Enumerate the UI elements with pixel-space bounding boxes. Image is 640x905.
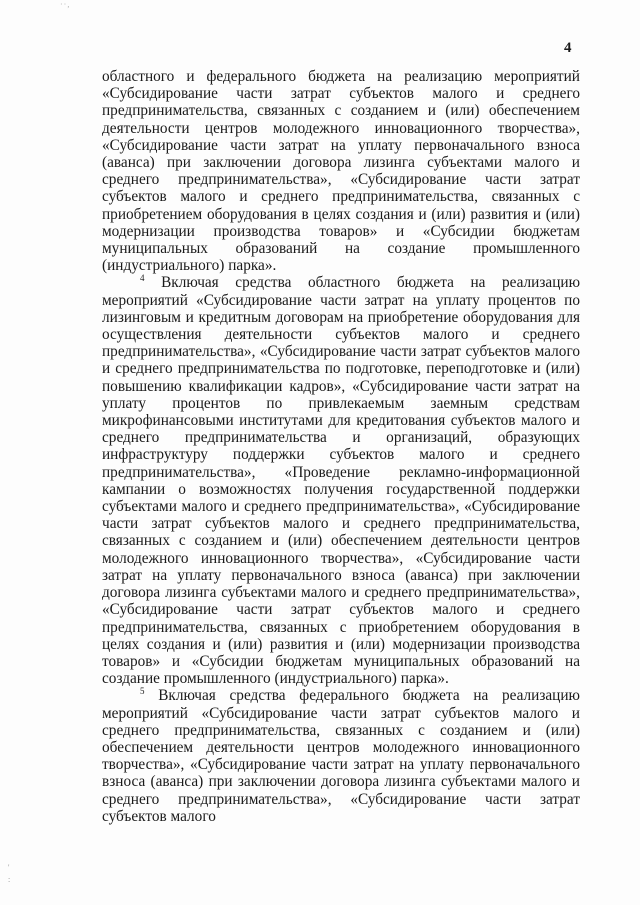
footnote-5-paragraph [102,687,580,825]
footnote-marker: 4 [140,273,145,284]
scan-edge-marks [8,862,10,886]
continued-footnote-paragraph [102,68,580,274]
footnotes-text-block [102,68,580,825]
footnote-marker: 5 [140,686,145,697]
scan-edge-mark: : [8,875,11,884]
paragraph-text: областного и федерального бюджета на реализацию мероприятий «Субсидирование части затрат субъектов малого и среднего предпринимательства, связанных с созданием и (или) обеспечением деятельности центров молодежного инновационного творчества», «Субсидирование части затрат на уплату первоначального взноса (аванса) при заключении договора лизинга субъектами малого и среднего предпринимательства», «Субсидирование части затрат субъектов малого и среднего предпринимательства, связанных с приобретением оборудования в целях создания и (или) развития и (или) модернизации производства товаров» и «Субсидии бюджетам муниципальных образований на создание промышленного (индустриального) парка». [102,68,580,275]
paragraph-text: Включая средства областного бюджета на реализацию мероприятий «Субсидирование части затрат на уплату процентов по лизинговым и кредитным договорам на приобретение оборудования для осуществления деятельности субъектов малого и среднего предпринимательства», «Субсидирование части затрат субъектов малого и среднего предпринимательства по подготовке, переподготовке и (или) повышению квалификации кадров», «Субсидирование части затрат на уплату процентов по привлекаемым заемным средствам микрофинансовыми институтами для кредитования субъектов малого и среднего предпринимательства и организаций, образующих инфраструктуру поддержки субъектов малого и среднего предпринимательства», «Проведение рекламно-информационной кампании о возможностях получения государственной поддержки субъектами малого и среднего предпринимательства», «Субсидирование части затрат субъектов малого и среднего предпринимательства, связанных с созданием и (или) обеспечением деятельности центров молодежного инновационного творчества», «Субсидирование части затрат на уплату первоначального взноса (аванса) при заключении договора лизинга субъектами малого и среднего предпринимательства», «Субсидирование части затрат субъектов малого и среднего предпринимательства, связанных с приобретением оборудования в целях создания и (или) развития и (или) модернизации производства товаров» и «Субсидии бюджетам муниципальных образований на создание промышленного (индустриального) парка». [102,274,580,688]
scan-corner-mark: ··, [60,0,71,9]
page-number: 4 [564,40,572,56]
paragraph-text: Включая средства федерального бюджета на реализацию мероприятий «Субсидирование части затрат субъектов малого и среднего предпринимательства, связанных с созданием и (или) обеспечением деятельности центров молодежного инновационного творчества», «Субсидирование части затрат на уплату первоначального взноса (аванса) при заключении договора лизинга субъектами малого и среднего предпринимательства», «Субсидирование части затрат субъектов малого [102,687,580,825]
scan-edge-mark: ' [8,863,10,872]
footnote-4-paragraph [102,274,580,687]
